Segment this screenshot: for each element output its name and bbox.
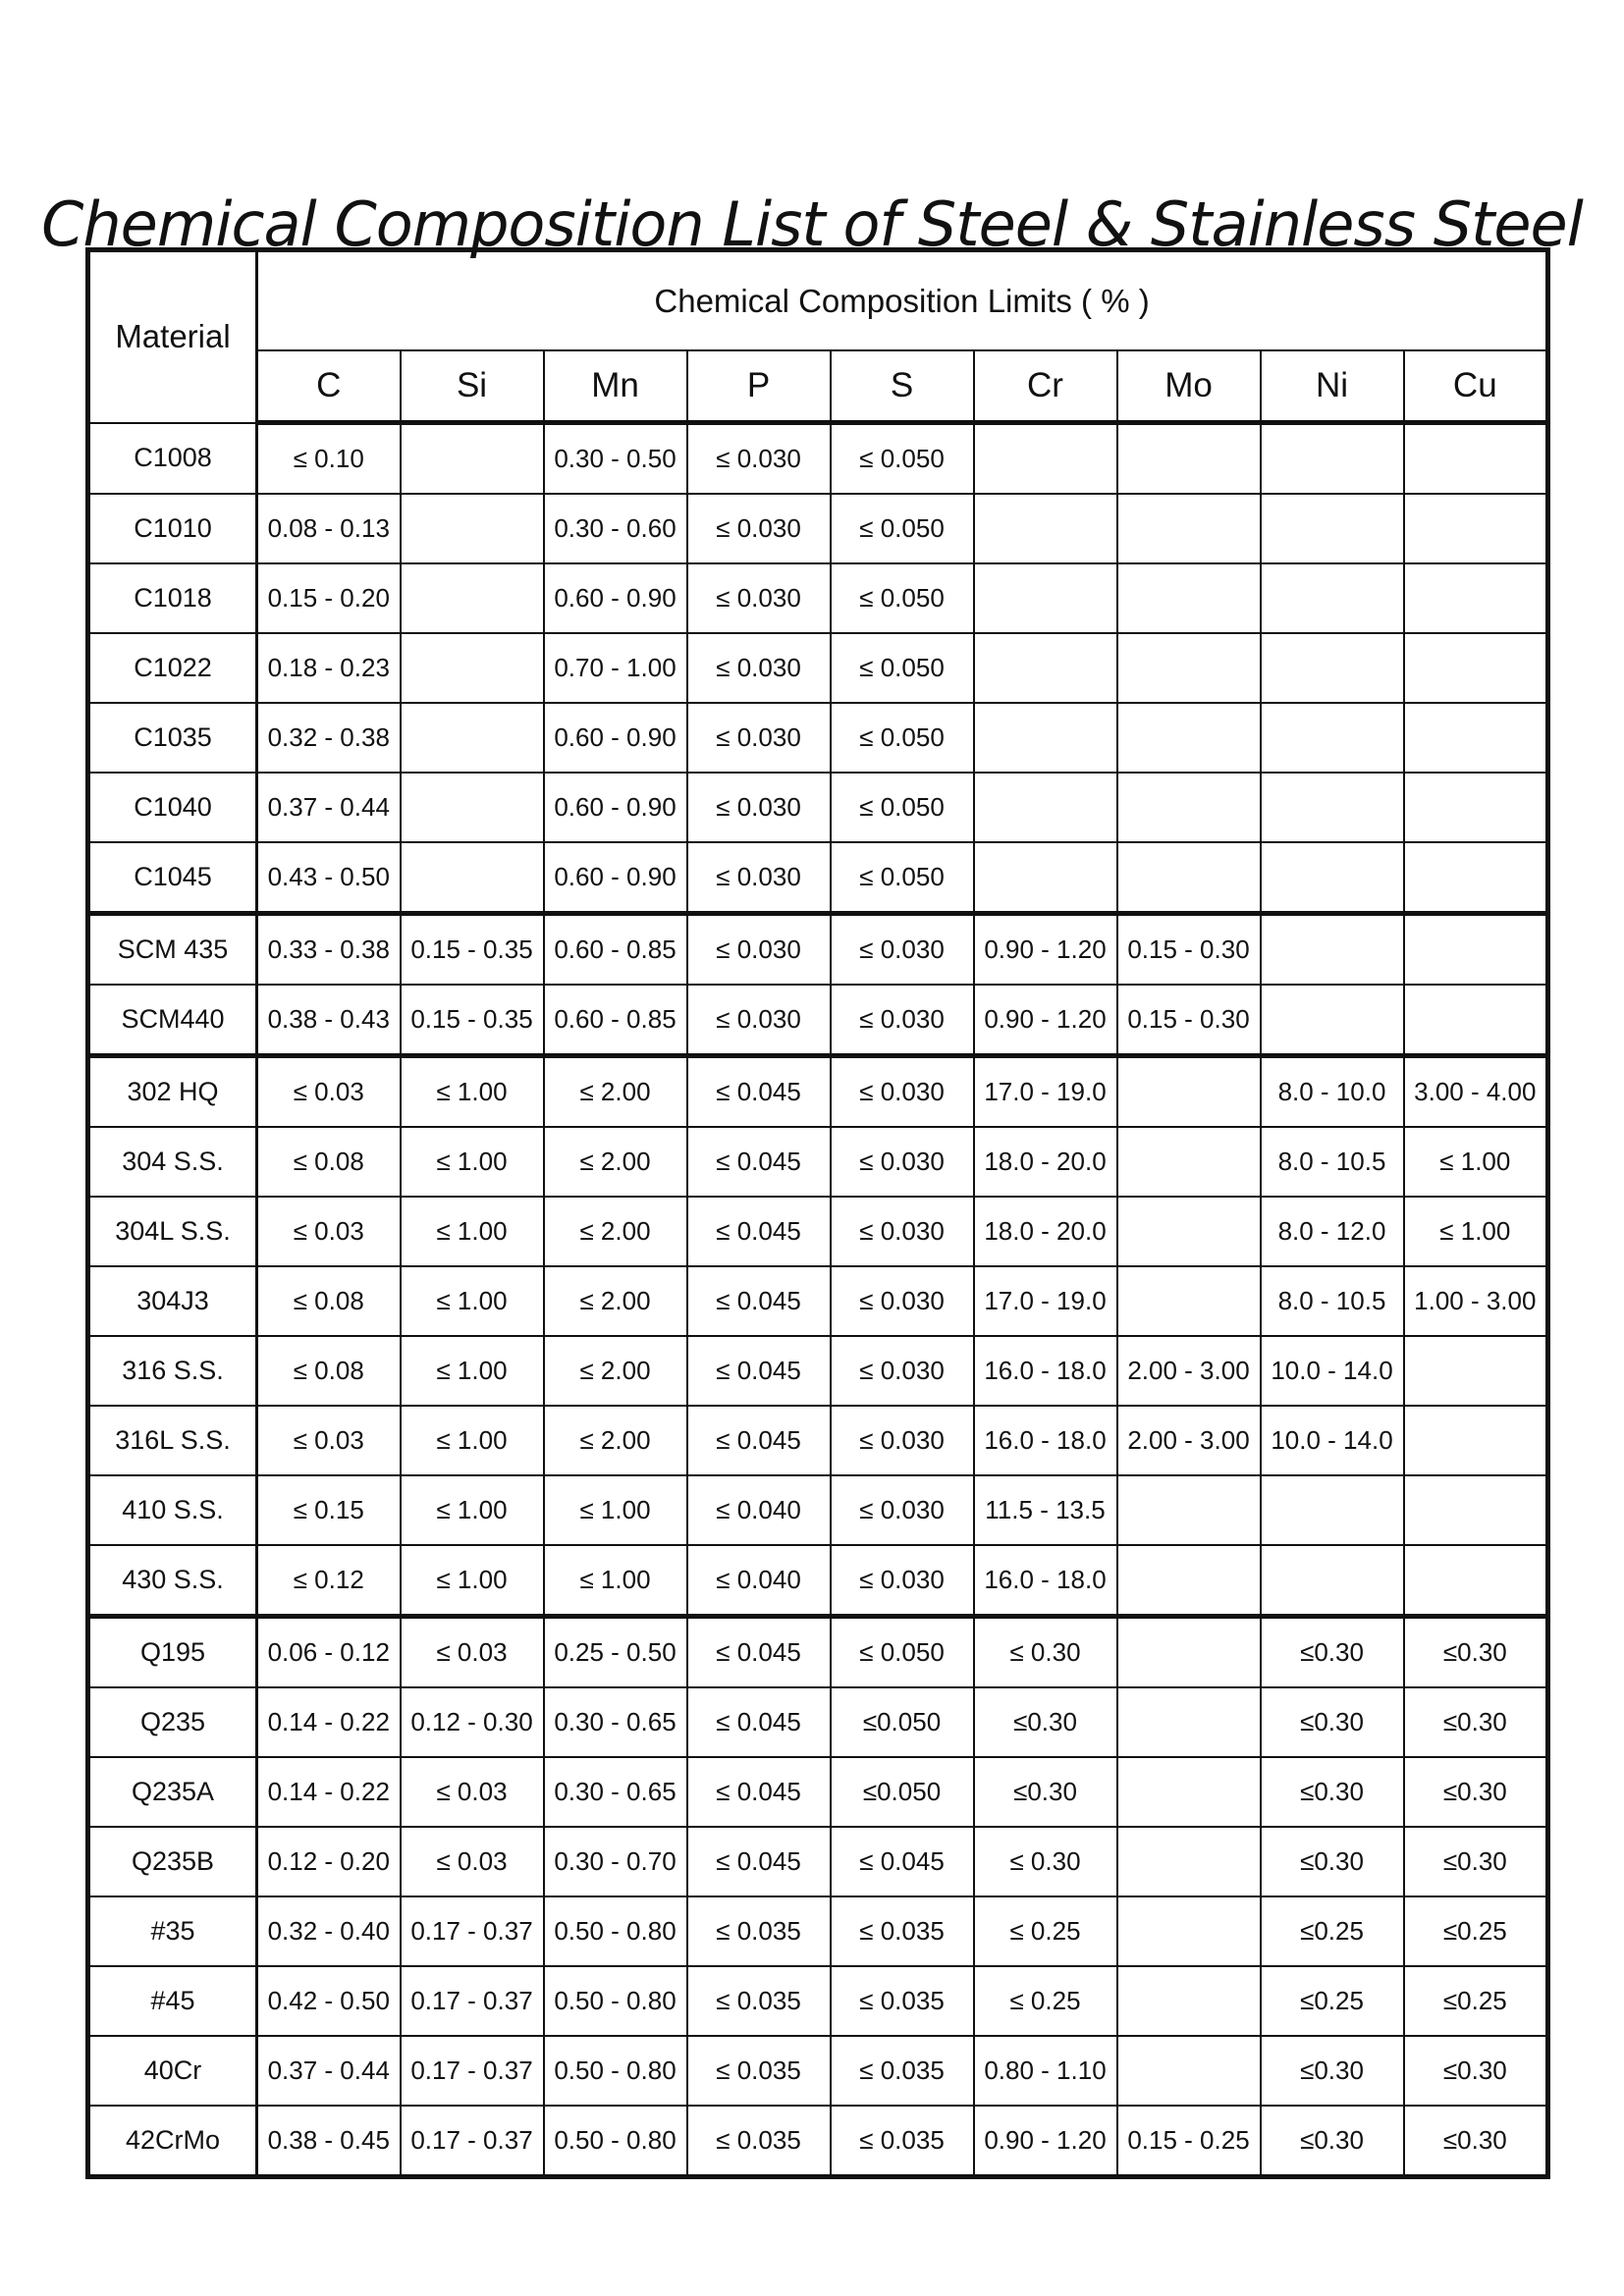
cell-si bbox=[401, 842, 544, 914]
cell-p: ≤ 0.040 bbox=[687, 1475, 831, 1545]
cell-ni bbox=[1261, 1475, 1404, 1545]
cell-c: ≤ 0.08 bbox=[257, 1127, 401, 1197]
cell-cu bbox=[1404, 842, 1548, 914]
cell-c: 0.15 - 0.20 bbox=[257, 563, 401, 633]
cell-cu: ≤0.30 bbox=[1404, 1757, 1548, 1827]
cell-s: ≤ 0.050 bbox=[831, 773, 974, 842]
element-header-mo: Mo bbox=[1117, 350, 1261, 423]
cell-c: ≤ 0.08 bbox=[257, 1266, 401, 1336]
cell-s: ≤ 0.050 bbox=[831, 703, 974, 773]
cell-c: 0.32 - 0.40 bbox=[257, 1896, 401, 1966]
cell-cr bbox=[974, 563, 1117, 633]
cell-c: 0.18 - 0.23 bbox=[257, 633, 401, 703]
cell-s: ≤ 0.030 bbox=[831, 1545, 974, 1617]
material-name-cell: #35 bbox=[88, 1896, 257, 1966]
cell-cu bbox=[1404, 494, 1548, 563]
cell-cu: ≤0.30 bbox=[1404, 1687, 1548, 1757]
cell-si: ≤ 1.00 bbox=[401, 1475, 544, 1545]
cell-ni: 8.0 - 10.5 bbox=[1261, 1127, 1404, 1197]
table-row bbox=[88, 1056, 1548, 1128]
cell-si bbox=[401, 773, 544, 842]
cell-c: ≤ 0.12 bbox=[257, 1545, 401, 1617]
cell-si: ≤ 0.03 bbox=[401, 1757, 544, 1827]
cell-mo bbox=[1117, 773, 1261, 842]
cell-cr: 18.0 - 20.0 bbox=[974, 1127, 1117, 1197]
cell-ni: ≤0.30 bbox=[1261, 2036, 1404, 2106]
table-row bbox=[88, 1545, 1548, 1617]
cell-cr: 17.0 - 19.0 bbox=[974, 1266, 1117, 1336]
cell-mo bbox=[1117, 842, 1261, 914]
cell-ni bbox=[1261, 985, 1404, 1056]
table-header bbox=[88, 250, 1548, 423]
material-name-cell: C1040 bbox=[88, 773, 257, 842]
cell-s: ≤ 0.050 bbox=[831, 494, 974, 563]
cell-mn: 0.30 - 0.70 bbox=[544, 1827, 687, 1896]
cell-s: ≤0.050 bbox=[831, 1757, 974, 1827]
page-title: Chemical Composition List of Steel & Stainless Steel bbox=[41, 187, 1583, 260]
cell-s: ≤ 0.030 bbox=[831, 1475, 974, 1545]
material-name-cell: 410 S.S. bbox=[88, 1475, 257, 1545]
cell-p: ≤ 0.045 bbox=[687, 1266, 831, 1336]
composition-table bbox=[85, 247, 1550, 2179]
cell-ni: ≤0.30 bbox=[1261, 1827, 1404, 1896]
cell-cu: 3.00 - 4.00 bbox=[1404, 1056, 1548, 1128]
cell-c: 0.12 - 0.20 bbox=[257, 1827, 401, 1896]
cell-cr: ≤ 0.30 bbox=[974, 1827, 1117, 1896]
cell-mo bbox=[1117, 1896, 1261, 1966]
cell-s: ≤ 0.050 bbox=[831, 423, 974, 495]
table-row bbox=[88, 914, 1548, 986]
cell-si bbox=[401, 423, 544, 495]
cell-cu: ≤0.25 bbox=[1404, 1966, 1548, 2036]
cell-cr: 16.0 - 18.0 bbox=[974, 1406, 1117, 1475]
cell-p: ≤ 0.035 bbox=[687, 2106, 831, 2177]
material-name-cell: 302 HQ bbox=[88, 1056, 257, 1128]
cell-mo bbox=[1117, 1197, 1261, 1266]
cell-mn: ≤ 2.00 bbox=[544, 1197, 687, 1266]
cell-mn: 0.30 - 0.50 bbox=[544, 423, 687, 495]
cell-si: 0.15 - 0.35 bbox=[401, 985, 544, 1056]
cell-c: 0.06 - 0.12 bbox=[257, 1617, 401, 1688]
cell-cr: 0.90 - 1.20 bbox=[974, 914, 1117, 986]
cell-ni: ≤0.30 bbox=[1261, 1617, 1404, 1688]
cell-si: ≤ 0.03 bbox=[401, 1617, 544, 1688]
cell-mn: 0.30 - 0.65 bbox=[544, 1687, 687, 1757]
cell-cr bbox=[974, 633, 1117, 703]
cell-s: ≤ 0.050 bbox=[831, 1617, 974, 1688]
cell-cr bbox=[974, 423, 1117, 495]
cell-ni: ≤0.30 bbox=[1261, 2106, 1404, 2177]
cell-ni bbox=[1261, 563, 1404, 633]
cell-si: ≤ 1.00 bbox=[401, 1336, 544, 1406]
cell-mn: 0.60 - 0.85 bbox=[544, 985, 687, 1056]
cell-cu: ≤ 1.00 bbox=[1404, 1197, 1548, 1266]
cell-s: ≤ 0.035 bbox=[831, 1966, 974, 2036]
cell-ni bbox=[1261, 1545, 1404, 1617]
table-row bbox=[88, 494, 1548, 563]
cell-cr: 0.80 - 1.10 bbox=[974, 2036, 1117, 2106]
cell-mn: 0.50 - 0.80 bbox=[544, 1966, 687, 2036]
cell-si: 0.17 - 0.37 bbox=[401, 2106, 544, 2177]
material-name-cell: 316L S.S. bbox=[88, 1406, 257, 1475]
cell-s: ≤ 0.035 bbox=[831, 1896, 974, 1966]
element-header-p: P bbox=[687, 350, 831, 423]
cell-mo bbox=[1117, 494, 1261, 563]
cell-p: ≤ 0.030 bbox=[687, 914, 831, 986]
table-row bbox=[88, 563, 1548, 633]
cell-cu bbox=[1404, 563, 1548, 633]
table-row bbox=[88, 773, 1548, 842]
header-row-1 bbox=[88, 250, 1548, 351]
cell-p: ≤ 0.045 bbox=[687, 1056, 831, 1128]
cell-mn: 0.70 - 1.00 bbox=[544, 633, 687, 703]
cell-mo: 0.15 - 0.25 bbox=[1117, 2106, 1261, 2177]
cell-cu: ≤0.25 bbox=[1404, 1896, 1548, 1966]
material-name-cell: Q235 bbox=[88, 1687, 257, 1757]
cell-mo bbox=[1117, 1757, 1261, 1827]
cell-cu bbox=[1404, 914, 1548, 986]
cell-ni bbox=[1261, 633, 1404, 703]
cell-s: ≤ 0.030 bbox=[831, 1406, 974, 1475]
cell-c: 0.38 - 0.43 bbox=[257, 985, 401, 1056]
cell-p: ≤ 0.030 bbox=[687, 633, 831, 703]
cell-cr: ≤ 0.30 bbox=[974, 1617, 1117, 1688]
cell-cr: 18.0 - 20.0 bbox=[974, 1197, 1117, 1266]
cell-s: ≤ 0.030 bbox=[831, 1127, 974, 1197]
cell-cu: 1.00 - 3.00 bbox=[1404, 1266, 1548, 1336]
cell-si bbox=[401, 494, 544, 563]
cell-s: ≤ 0.030 bbox=[831, 1056, 974, 1128]
cell-s: ≤ 0.035 bbox=[831, 2036, 974, 2106]
cell-s: ≤0.050 bbox=[831, 1687, 974, 1757]
cell-mn: 0.50 - 0.80 bbox=[544, 1896, 687, 1966]
cell-s: ≤ 0.045 bbox=[831, 1827, 974, 1896]
table-row bbox=[88, 1475, 1548, 1545]
cell-mo bbox=[1117, 1545, 1261, 1617]
cell-si: ≤ 0.03 bbox=[401, 1827, 544, 1896]
cell-mn: 0.60 - 0.90 bbox=[544, 703, 687, 773]
table-row bbox=[88, 1617, 1548, 1688]
cell-mn: 0.60 - 0.85 bbox=[544, 914, 687, 986]
material-name-cell: 304J3 bbox=[88, 1266, 257, 1336]
cell-si bbox=[401, 633, 544, 703]
cell-s: ≤ 0.030 bbox=[831, 1197, 974, 1266]
cell-ni: 10.0 - 14.0 bbox=[1261, 1336, 1404, 1406]
cell-mo bbox=[1117, 1266, 1261, 1336]
element-header-si: Si bbox=[401, 350, 544, 423]
table-row bbox=[88, 1687, 1548, 1757]
cell-s: ≤ 0.030 bbox=[831, 1266, 974, 1336]
cell-mo: 0.15 - 0.30 bbox=[1117, 985, 1261, 1056]
cell-mo bbox=[1117, 2036, 1261, 2106]
element-header-row bbox=[88, 350, 1548, 423]
material-name-cell: 316 S.S. bbox=[88, 1336, 257, 1406]
cell-mo bbox=[1117, 1966, 1261, 2036]
cell-mn: 0.50 - 0.80 bbox=[544, 2036, 687, 2106]
cell-c: 0.37 - 0.44 bbox=[257, 773, 401, 842]
cell-cr: ≤0.30 bbox=[974, 1757, 1117, 1827]
cell-cr: 0.90 - 1.20 bbox=[974, 985, 1117, 1056]
material-column-header: Material bbox=[88, 250, 257, 423]
cell-p: ≤ 0.045 bbox=[687, 1827, 831, 1896]
cell-ni: ≤0.30 bbox=[1261, 1757, 1404, 1827]
table-row bbox=[88, 2036, 1548, 2106]
cell-mn: ≤ 2.00 bbox=[544, 1127, 687, 1197]
material-name-cell: SCM440 bbox=[88, 985, 257, 1056]
material-name-cell: C1045 bbox=[88, 842, 257, 914]
cell-c: ≤ 0.08 bbox=[257, 1336, 401, 1406]
cell-mo bbox=[1117, 1687, 1261, 1757]
composition-limits-header: Chemical Composition Limits ( % ) bbox=[257, 250, 1548, 351]
table-row bbox=[88, 1896, 1548, 1966]
element-header-mn: Mn bbox=[544, 350, 687, 423]
material-name-cell: Q195 bbox=[88, 1617, 257, 1688]
cell-si: 0.15 - 0.35 bbox=[401, 914, 544, 986]
cell-p: ≤ 0.030 bbox=[687, 703, 831, 773]
material-name-cell: C1035 bbox=[88, 703, 257, 773]
cell-mn: ≤ 1.00 bbox=[544, 1475, 687, 1545]
cell-ni: ≤0.30 bbox=[1261, 1687, 1404, 1757]
cell-c: 0.43 - 0.50 bbox=[257, 842, 401, 914]
cell-p: ≤ 0.035 bbox=[687, 1966, 831, 2036]
cell-c: 0.14 - 0.22 bbox=[257, 1687, 401, 1757]
cell-cr: 16.0 - 18.0 bbox=[974, 1545, 1117, 1617]
table-row bbox=[88, 1406, 1548, 1475]
cell-cu bbox=[1404, 985, 1548, 1056]
cell-cu: ≤0.30 bbox=[1404, 2106, 1548, 2177]
cell-ni: 8.0 - 12.0 bbox=[1261, 1197, 1404, 1266]
table-row bbox=[88, 1197, 1548, 1266]
cell-p: ≤ 0.030 bbox=[687, 842, 831, 914]
cell-c: ≤ 0.03 bbox=[257, 1406, 401, 1475]
cell-p: ≤ 0.045 bbox=[687, 1406, 831, 1475]
table-row bbox=[88, 423, 1548, 495]
table-row bbox=[88, 842, 1548, 914]
cell-cu: ≤0.30 bbox=[1404, 1827, 1548, 1896]
cell-si: ≤ 1.00 bbox=[401, 1127, 544, 1197]
table-row bbox=[88, 633, 1548, 703]
cell-cr bbox=[974, 494, 1117, 563]
cell-si: ≤ 1.00 bbox=[401, 1545, 544, 1617]
cell-cr: 0.90 - 1.20 bbox=[974, 2106, 1117, 2177]
cell-si bbox=[401, 703, 544, 773]
material-name-cell: C1018 bbox=[88, 563, 257, 633]
cell-c: 0.37 - 0.44 bbox=[257, 2036, 401, 2106]
cell-c: ≤ 0.15 bbox=[257, 1475, 401, 1545]
cell-mo: 2.00 - 3.00 bbox=[1117, 1406, 1261, 1475]
cell-cu: ≤0.30 bbox=[1404, 2036, 1548, 2106]
element-header-ni: Ni bbox=[1261, 350, 1404, 423]
material-name-cell: C1008 bbox=[88, 423, 257, 495]
cell-p: ≤ 0.030 bbox=[687, 773, 831, 842]
cell-si: 0.12 - 0.30 bbox=[401, 1687, 544, 1757]
cell-s: ≤ 0.050 bbox=[831, 842, 974, 914]
cell-si: 0.17 - 0.37 bbox=[401, 1896, 544, 1966]
cell-s: ≤ 0.030 bbox=[831, 1336, 974, 1406]
cell-mo bbox=[1117, 703, 1261, 773]
cell-mo bbox=[1117, 1475, 1261, 1545]
cell-p: ≤ 0.045 bbox=[687, 1617, 831, 1688]
cell-mn: 0.60 - 0.90 bbox=[544, 563, 687, 633]
cell-cr: 11.5 - 13.5 bbox=[974, 1475, 1117, 1545]
cell-cu bbox=[1404, 1336, 1548, 1406]
cell-cr bbox=[974, 842, 1117, 914]
cell-cu bbox=[1404, 703, 1548, 773]
table-row bbox=[88, 1266, 1548, 1336]
cell-ni: 8.0 - 10.0 bbox=[1261, 1056, 1404, 1128]
cell-ni: ≤0.25 bbox=[1261, 1896, 1404, 1966]
element-header-cu: Cu bbox=[1404, 350, 1548, 423]
cell-mo bbox=[1117, 633, 1261, 703]
material-name-cell: 42CrMo bbox=[88, 2106, 257, 2177]
cell-cu bbox=[1404, 1545, 1548, 1617]
cell-p: ≤ 0.045 bbox=[687, 1687, 831, 1757]
cell-c: 0.14 - 0.22 bbox=[257, 1757, 401, 1827]
cell-p: ≤ 0.035 bbox=[687, 1896, 831, 1966]
cell-mn: 0.60 - 0.90 bbox=[544, 842, 687, 914]
cell-p: ≤ 0.030 bbox=[687, 423, 831, 495]
cell-mn: ≤ 2.00 bbox=[544, 1406, 687, 1475]
material-name-cell: 304L S.S. bbox=[88, 1197, 257, 1266]
cell-si bbox=[401, 563, 544, 633]
cell-mn: 0.30 - 0.65 bbox=[544, 1757, 687, 1827]
cell-mo bbox=[1117, 1617, 1261, 1688]
cell-cr: 17.0 - 19.0 bbox=[974, 1056, 1117, 1128]
cell-cr bbox=[974, 703, 1117, 773]
cell-mn: 0.60 - 0.90 bbox=[544, 773, 687, 842]
cell-ni bbox=[1261, 494, 1404, 563]
cell-mo bbox=[1117, 1127, 1261, 1197]
cell-mn: 0.25 - 0.50 bbox=[544, 1617, 687, 1688]
cell-s: ≤ 0.030 bbox=[831, 985, 974, 1056]
table-row bbox=[88, 1966, 1548, 2036]
cell-cu bbox=[1404, 773, 1548, 842]
cell-s: ≤ 0.050 bbox=[831, 563, 974, 633]
material-name-cell: C1022 bbox=[88, 633, 257, 703]
cell-p: ≤ 0.045 bbox=[687, 1757, 831, 1827]
cell-c: ≤ 0.03 bbox=[257, 1197, 401, 1266]
material-name-cell: SCM 435 bbox=[88, 914, 257, 986]
cell-c: ≤ 0.03 bbox=[257, 1056, 401, 1128]
cell-si: ≤ 1.00 bbox=[401, 1197, 544, 1266]
element-header-cr: Cr bbox=[974, 350, 1117, 423]
cell-ni bbox=[1261, 842, 1404, 914]
cell-s: ≤ 0.035 bbox=[831, 2106, 974, 2177]
cell-mn: 0.50 - 0.80 bbox=[544, 2106, 687, 2177]
cell-mo bbox=[1117, 1056, 1261, 1128]
cell-cr: ≤ 0.25 bbox=[974, 1896, 1117, 1966]
cell-mn: ≤ 2.00 bbox=[544, 1336, 687, 1406]
cell-c: 0.33 - 0.38 bbox=[257, 914, 401, 986]
cell-p: ≤ 0.045 bbox=[687, 1336, 831, 1406]
cell-ni bbox=[1261, 914, 1404, 986]
cell-c: 0.38 - 0.45 bbox=[257, 2106, 401, 2177]
cell-cr: 16.0 - 18.0 bbox=[974, 1336, 1117, 1406]
material-name-cell: #45 bbox=[88, 1966, 257, 2036]
table-row bbox=[88, 2106, 1548, 2177]
table-row bbox=[88, 1127, 1548, 1197]
cell-mo bbox=[1117, 563, 1261, 633]
cell-ni bbox=[1261, 773, 1404, 842]
cell-p: ≤ 0.045 bbox=[687, 1197, 831, 1266]
cell-cu: ≤ 1.00 bbox=[1404, 1127, 1548, 1197]
material-name-cell: Q235A bbox=[88, 1757, 257, 1827]
cell-c: ≤ 0.10 bbox=[257, 423, 401, 495]
cell-si: ≤ 1.00 bbox=[401, 1266, 544, 1336]
cell-mn: ≤ 1.00 bbox=[544, 1545, 687, 1617]
cell-c: 0.42 - 0.50 bbox=[257, 1966, 401, 2036]
cell-s: ≤ 0.050 bbox=[831, 633, 974, 703]
table-row bbox=[88, 1757, 1548, 1827]
cell-si: ≤ 1.00 bbox=[401, 1406, 544, 1475]
cell-c: 0.08 - 0.13 bbox=[257, 494, 401, 563]
cell-si: 0.17 - 0.37 bbox=[401, 1966, 544, 2036]
cell-mo: 2.00 - 3.00 bbox=[1117, 1336, 1261, 1406]
element-header-s: S bbox=[831, 350, 974, 423]
cell-c: 0.32 - 0.38 bbox=[257, 703, 401, 773]
cell-mo bbox=[1117, 1827, 1261, 1896]
table-row bbox=[88, 703, 1548, 773]
table-row bbox=[88, 1336, 1548, 1406]
cell-cu: ≤0.30 bbox=[1404, 1617, 1548, 1688]
cell-p: ≤ 0.030 bbox=[687, 563, 831, 633]
cell-cu bbox=[1404, 1475, 1548, 1545]
cell-ni bbox=[1261, 423, 1404, 495]
cell-p: ≤ 0.030 bbox=[687, 985, 831, 1056]
cell-mn: 0.30 - 0.60 bbox=[544, 494, 687, 563]
material-name-cell: 40Cr bbox=[88, 2036, 257, 2106]
material-name-cell: 304 S.S. bbox=[88, 1127, 257, 1197]
material-name-cell: 430 S.S. bbox=[88, 1545, 257, 1617]
cell-cu bbox=[1404, 1406, 1548, 1475]
cell-mn: ≤ 2.00 bbox=[544, 1266, 687, 1336]
cell-p: ≤ 0.035 bbox=[687, 2036, 831, 2106]
cell-mn: ≤ 2.00 bbox=[544, 1056, 687, 1128]
table-body bbox=[88, 423, 1548, 2177]
cell-cu bbox=[1404, 423, 1548, 495]
cell-cr bbox=[974, 773, 1117, 842]
cell-si: ≤ 1.00 bbox=[401, 1056, 544, 1128]
cell-mo: 0.15 - 0.30 bbox=[1117, 914, 1261, 986]
element-header-c: C bbox=[257, 350, 401, 423]
cell-p: ≤ 0.040 bbox=[687, 1545, 831, 1617]
cell-cr: ≤ 0.25 bbox=[974, 1966, 1117, 2036]
material-name-cell: Q235B bbox=[88, 1827, 257, 1896]
table-row bbox=[88, 1827, 1548, 1896]
cell-s: ≤ 0.030 bbox=[831, 914, 974, 986]
table-row bbox=[88, 985, 1548, 1056]
cell-cu bbox=[1404, 633, 1548, 703]
cell-cr: ≤0.30 bbox=[974, 1687, 1117, 1757]
cell-ni: ≤0.25 bbox=[1261, 1966, 1404, 2036]
cell-mo bbox=[1117, 423, 1261, 495]
cell-p: ≤ 0.045 bbox=[687, 1127, 831, 1197]
cell-ni: 10.0 - 14.0 bbox=[1261, 1406, 1404, 1475]
cell-ni bbox=[1261, 703, 1404, 773]
cell-ni: 8.0 - 10.5 bbox=[1261, 1266, 1404, 1336]
cell-si: 0.17 - 0.37 bbox=[401, 2036, 544, 2106]
cell-p: ≤ 0.030 bbox=[687, 494, 831, 563]
material-name-cell: C1010 bbox=[88, 494, 257, 563]
